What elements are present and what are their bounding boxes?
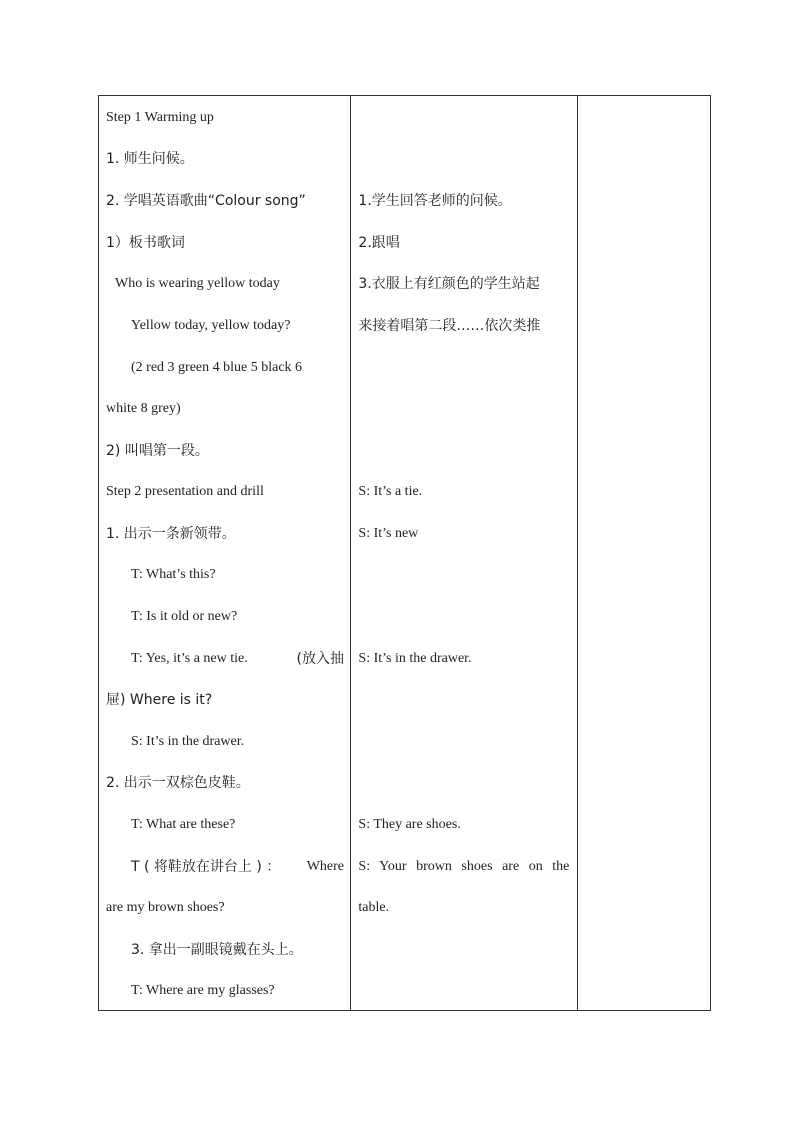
item-glasses: 3. 拿出一副眼镜戴在头上。 [131, 942, 303, 958]
item-song: 2. 学唱英语歌曲“Colour song” [106, 193, 306, 209]
dialogue-line: T: Where are my glasses? [131, 983, 275, 998]
dialogue-line [131, 649, 344, 669]
student-response: 3.衣服上有红颜色的学生站起 [358, 276, 540, 292]
student-response: 2.跟唱 [358, 235, 400, 251]
lyrics-line-3: (2 red 3 green 4 blue 5 black 6 [131, 360, 303, 375]
notes-cell [577, 96, 710, 1011]
lyrics-line-1: Who is wearing yellow today [115, 276, 280, 291]
item-greeting: 1. 师生问候。 [106, 151, 194, 167]
item-lyrics-board: 1）板书歌词 [106, 235, 185, 251]
lyrics-line-4: white 8 grey) [106, 401, 181, 416]
student-response: 来接着唱第二段……依次类推 [358, 318, 541, 334]
teacher-activity-cell [99, 96, 351, 1011]
dialogue-line: T: What are these? [131, 817, 236, 832]
student-response: S: It’s new [358, 526, 419, 541]
table-row [99, 96, 711, 1011]
step2-heading: Step 2 presentation and drill [106, 484, 264, 499]
dialogue-line: T: What’s this? [131, 567, 216, 582]
dialogue-line: 屉) Where is it? [106, 692, 213, 708]
lesson-plan-table [98, 95, 711, 1011]
step1-heading: Step 1 Warming up [106, 110, 214, 125]
student-activity-cell [351, 96, 577, 1011]
student-response: S: It’s a tie. [358, 484, 423, 499]
dialogue-text: Where [306, 859, 344, 874]
student-response: table. [358, 900, 390, 915]
dialogue-line [131, 857, 344, 877]
dialogue-text: T: Yes, it’s a new tie. [131, 651, 248, 666]
student-response: 1.学生回答老师的问候。 [358, 193, 512, 209]
student-response: S: Your brown shoes are on the [358, 859, 570, 874]
lyrics-line-2: Yellow today, yellow today? [131, 318, 291, 333]
dialogue-line: S: It’s in the drawer. [131, 734, 245, 749]
student-response: S: It’s in the drawer. [358, 651, 472, 666]
dialogue-text: (放入抽 [296, 651, 344, 667]
dialogue-text: T ( 将鞋放在讲台上 ) ： [131, 859, 281, 875]
dialogue-line: T: Is it old or new? [131, 609, 238, 624]
dialogue-line: are my brown shoes? [106, 900, 225, 915]
item-show-tie: 1. 出示一条新领带。 [106, 526, 236, 542]
item-sing-first: 2) 叫唱第一段。 [106, 443, 209, 459]
student-response: S: They are shoes. [358, 817, 461, 832]
item-show-shoes: 2. 出示一双棕色皮鞋。 [106, 775, 250, 791]
